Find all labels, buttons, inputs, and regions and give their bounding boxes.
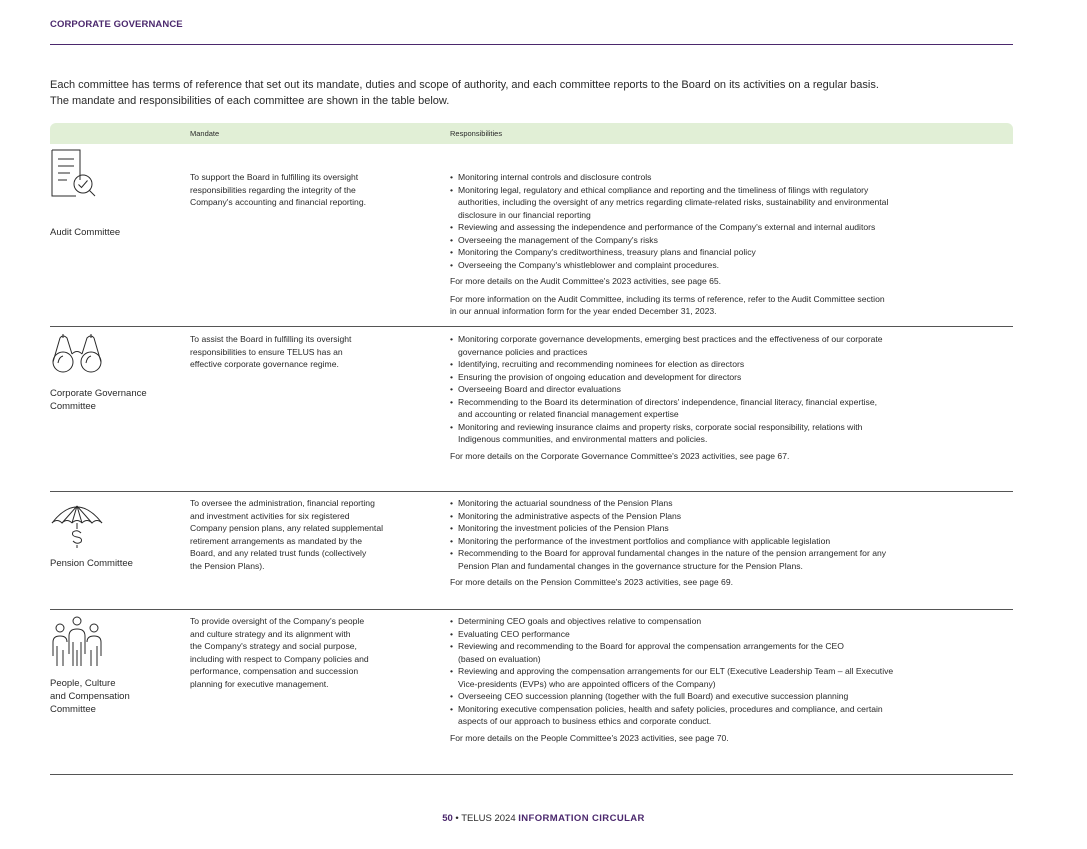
list-item: • Monitoring and reviewing insurance claims and property risks, corporate social responsibility, relations with Indigenous communities, and environmental matters and policies. — [450, 421, 1010, 446]
audit-document-magnifier-icon — [50, 147, 106, 206]
note: For more details on the Pension Committee's 2023 activities, see page 69. — [450, 577, 733, 587]
committee-name: Corporate Governance Committee — [50, 388, 147, 412]
header-mandate: Mandate — [190, 129, 220, 138]
note: For more information on the Audit Committee, including its terms of reference, refer to the Audit Committee section in our annual information form for the year ended December 31, 2023. — [450, 293, 885, 316]
people-group-icon — [50, 616, 106, 677]
mandate-cell: To oversee the administration, financial reporting and investment activities for six registered Company pension plans, any related supplemental retirement arrangements as mandated by the Board, and any related trust funds (collectively the Pension Plans). — [190, 498, 384, 571]
list-item: • Overseeing the management of the Company's risks — [450, 234, 1010, 247]
footer-title: INFORMATION CIRCULAR — [518, 813, 645, 824]
header-rule — [50, 44, 1013, 45]
list-item: • Monitoring corporate governance developments, emerging best practices and the effectiveness of our corporate governance policies and practices — [450, 333, 1010, 358]
header-responsibilities: Responsibilities — [450, 129, 503, 138]
list-item: • Ensuring the provision of ongoing education and development for directors — [450, 371, 1010, 384]
intro-line-2: The mandate and responsibilities of each committee are shown in the table below. — [50, 95, 450, 107]
list-item: • Monitoring executive compensation policies, health and safety policies, procedures and compliance, and certain aspects of our approach to business ethics and corporate conduct. — [450, 703, 1010, 728]
section-label: CORPORATE GOVERNANCE — [50, 19, 183, 30]
footer-separator: • — [455, 813, 459, 824]
list-item: • Monitoring the investment policies of the Pension Plans — [450, 522, 1010, 535]
page-number: 50 — [442, 813, 453, 824]
table-row-corporate-governance — [50, 327, 1013, 492]
binoculars-icon — [50, 332, 106, 381]
table-row-people-culture — [50, 610, 1013, 775]
list-item: • Overseeing CEO succession planning (together with the full Board) and executive succession planning — [450, 690, 1010, 703]
list-item: • Reviewing and recommending to the Board for approval the compensation arrangements for the CEO (based on evaluation) — [450, 640, 1010, 665]
note: For more details on the Audit Committee's 2023 activities, see page 65. — [450, 276, 722, 286]
list-item: • Identifying, recruiting and recommending nominees for election as directors — [450, 358, 1010, 371]
list-item: • Monitoring the Company's creditworthiness, treasury plans and financial policy — [450, 246, 1010, 259]
mandate-cell: To support the Board in fulfilling its oversight responsibilities regarding the integrity of the Company's accounting and financial reporting. — [190, 172, 367, 207]
list-item: • Reviewing and approving the compensation arrangements for our ELT (Executive Leadership Team – all Executive Vice-presidents (EVPs) who are appointed officers of the Company) — [450, 665, 1010, 690]
list-item: • Monitoring internal controls and disclosure controls — [450, 171, 1010, 184]
committee-name: People, Culture and Compensation Committee — [50, 678, 130, 715]
list-item: • Overseeing the Company's whistleblower and complaint procedures. — [450, 259, 1010, 272]
intro-text — [50, 77, 1013, 109]
list-item: • Overseeing Board and director evaluations — [450, 383, 1010, 396]
list-item: • Determining CEO goals and objectives relative to compensation — [450, 615, 1010, 628]
list-item: • Reviewing and assessing the independence and performance of the Company's external and internal auditors — [450, 221, 1010, 234]
table-row-pension — [50, 492, 1013, 610]
intro-line-1: Each committee has terms of reference that set out its mandate, duties and scope of authority, and each committee reports to the Board on its activities on a regular basis. — [50, 79, 879, 91]
responsibilities-cell — [450, 615, 1010, 744]
committee-name: Audit Committee — [50, 227, 121, 238]
list-item: • Recommending to the Board for approval fundamental changes in the nature of the pension arrangement for any Pension Plan and fundamental changes in the governance structure for the Pension Plans. — [450, 547, 1010, 572]
committee-name: Pension Committee — [50, 558, 133, 569]
responsibilities-cell — [450, 333, 1010, 462]
responsibilities-cell — [450, 171, 1010, 318]
committee-table — [50, 123, 1013, 775]
list-item: • Evaluating CEO performance — [450, 628, 1010, 641]
umbrella-dollar-icon — [50, 497, 106, 554]
mandate-cell: To provide oversight of the Company's people and culture strategy and its alignment with the Company's strategy and social purpose, including with respect to Company policies and performance, compensation and succession planning for executive management. — [190, 616, 369, 689]
responsibilities-cell — [450, 497, 1010, 589]
table-header — [50, 123, 1013, 144]
list-item: • Monitoring the administrative aspects of the Pension Plans — [450, 510, 1010, 523]
list-item: • Monitoring the actuarial soundness of the Pension Plans — [450, 497, 1010, 510]
note: For more details on the Corporate Governance Committee's 2023 activities, see page 67. — [450, 450, 790, 461]
list-item: • Monitoring the performance of the investment portfolios and compliance with applicable legislation — [450, 535, 1010, 548]
note: For more details on the People Committee's 2023 activities, see page 70. — [450, 732, 729, 743]
list-item: • Recommending to the Board its determination of directors' independence, financial literacy, financial expertise, and accounting or related financial management expertise — [450, 396, 1010, 421]
mandate-cell: To assist the Board in fulfilling its oversight responsibilities to ensure TELUS has an effective corporate governance regime. — [190, 334, 352, 369]
list-item: • Monitoring legal, regulatory and ethical compliance and reporting and the timeliness of filings with regulatory authorities, including the oversight of any metrics regarding climate-related risks, sustainability and environmental disclosure in our financial reporting — [450, 184, 1010, 222]
page-footer — [0, 813, 1087, 824]
footer-brand: TELUS 2024 — [461, 813, 516, 824]
table-row-audit — [50, 144, 1013, 327]
